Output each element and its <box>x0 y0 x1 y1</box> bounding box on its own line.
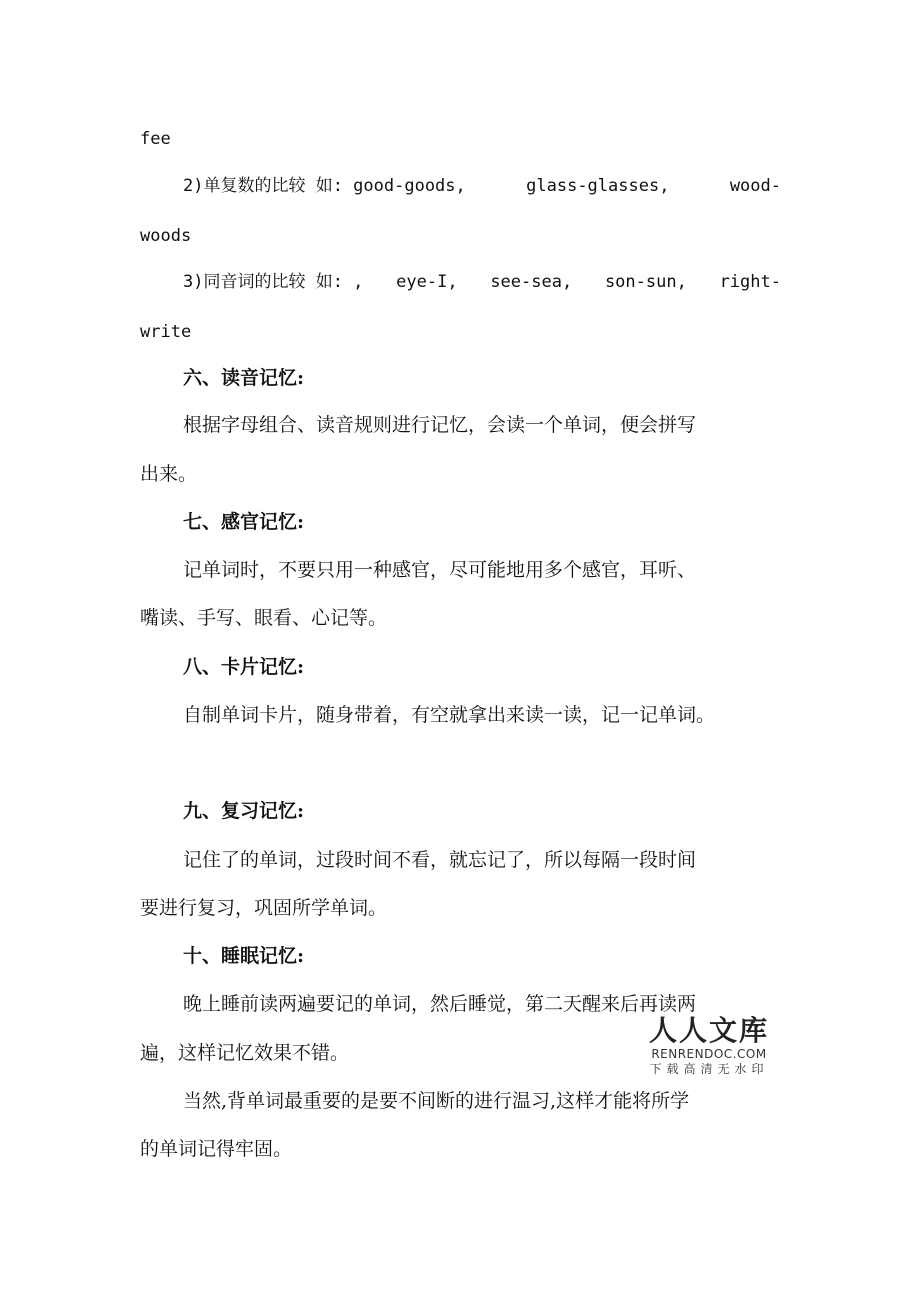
text-line: write <box>140 322 192 342</box>
paragraph-line: 记单词时，不要只用一种感官，尽可能地用多个感官，耳听、 <box>183 559 697 581</box>
paragraph-line: 遍，这样记忆效果不错。 <box>140 1042 350 1064</box>
paragraph-line: 要进行复习，巩固所学单词。 <box>140 897 388 919</box>
paragraph-line: 自制单词卡片，随身带着，有空就拿出来读一读，记一记单词。 <box>183 704 716 726</box>
paragraph-line: 根据字母组合、读音规则进行记忆，会读一个单词，便会拼写 <box>183 414 697 436</box>
watermark-logo <box>645 1015 773 1077</box>
paragraph-line: 晚上睡前读两遍要记的单词，然后睡觉，第二天醒来后再读两 <box>183 993 697 1015</box>
text-segment: 2)单复数的比较 如: good-goods, <box>183 176 466 196</box>
text-segment: right- <box>719 272 781 292</box>
paragraph-line: 出来。 <box>140 463 198 485</box>
text-segment: glass-glasses, <box>526 176 670 196</box>
watermark-title: 人人文库 <box>648 1014 769 1047</box>
text-line-plural-comparison <box>183 174 781 198</box>
text-segment: see-sea, <box>490 272 573 292</box>
section-heading: 七、感官记忆: <box>183 511 305 533</box>
section-heading: 六、读音记忆: <box>183 367 305 389</box>
section-heading: 八、卡片记忆: <box>183 656 305 678</box>
text-line: woods <box>140 226 192 246</box>
section-heading: 十、睡眠记忆: <box>183 945 305 967</box>
text-line-homophone-comparison <box>183 270 781 294</box>
paragraph-line: 的单词记得牢固。 <box>140 1138 293 1160</box>
paragraph-line: 嘴读、手写、眼看、心记等。 <box>140 607 388 629</box>
text-segment: wood- <box>729 176 781 196</box>
text-segment: eye-I, <box>396 272 458 292</box>
paragraph-line: 当然,背单词最重要的是要不间断的进行温习,这样才能将所学 <box>183 1090 690 1112</box>
section-heading: 九、复习记忆: <box>183 800 305 822</box>
watermark-url: RENRENDOC.COM <box>651 1047 767 1061</box>
text-segment: son-sun, <box>604 272 687 292</box>
text-segment: 3)同音词的比较 如: , <box>183 272 364 292</box>
watermark-subtitle: 下载高清无水印 <box>649 1062 769 1076</box>
paragraph-line: 记住了的单词，过段时间不看，就忘记了，所以每隔一段时间 <box>183 849 697 871</box>
text-line: fee <box>140 129 171 149</box>
